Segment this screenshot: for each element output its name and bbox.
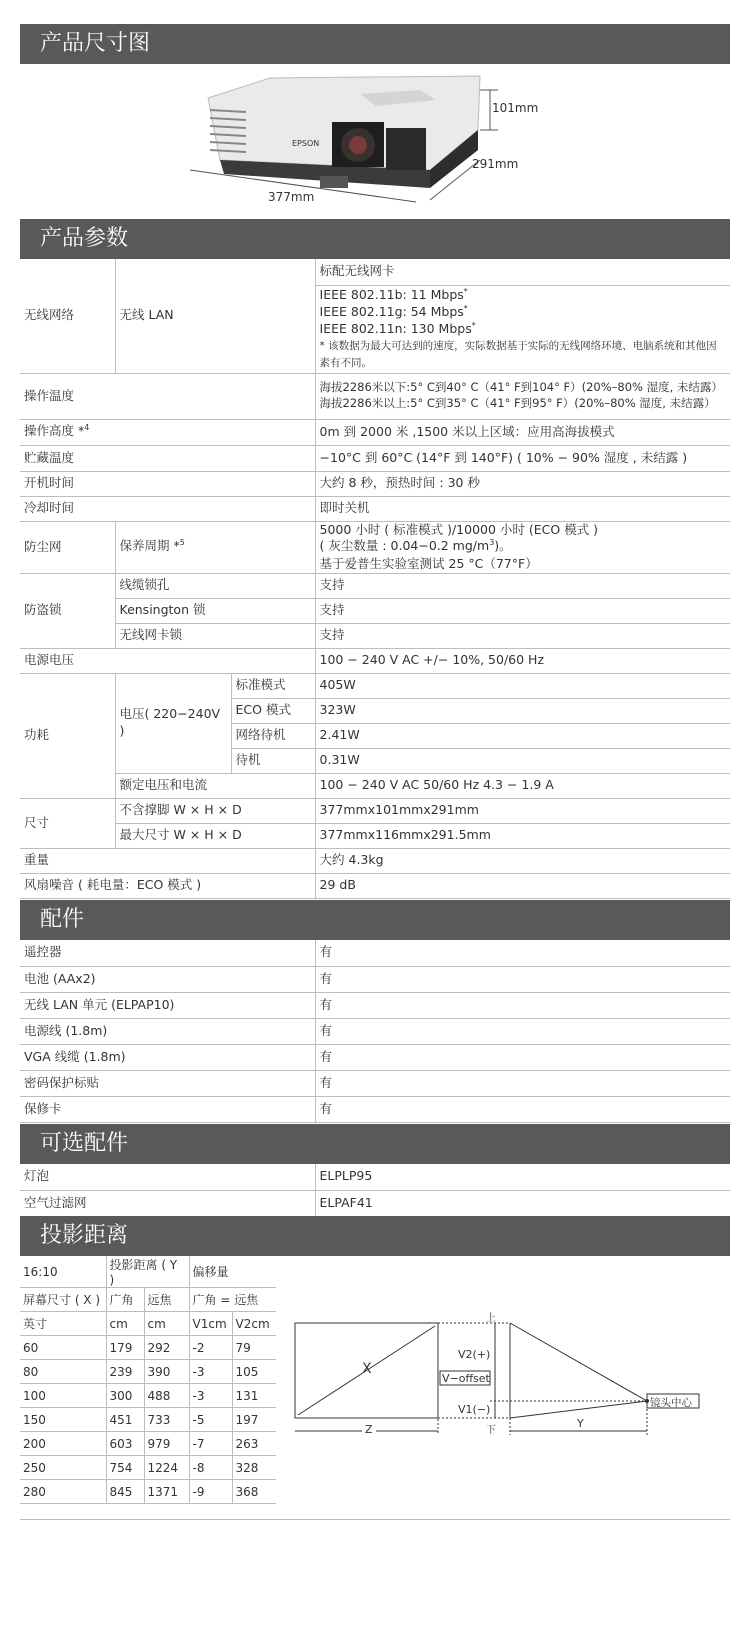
diagram-v1-label: V1(−): [458, 1403, 491, 1416]
diagram-z-label: Z: [362, 1423, 376, 1436]
spec-label-wireless: 无线网络: [20, 259, 115, 373]
mode-name: 网络待机: [231, 723, 315, 748]
optional-name: 灯泡: [20, 1164, 315, 1190]
section-params-header: 产品参数: [20, 219, 730, 259]
op-temp-line-1: 海拔2286米以下:5° C到40° C（41° F到104° F）(20%–80% 湿度, 未结露）: [319, 380, 723, 395]
width-dimension-label: 377mm: [268, 190, 315, 204]
theft-value: 支持: [315, 598, 730, 623]
spec-sub-wireless: 无线 LAN: [115, 259, 315, 373]
dist-header-wide: 广角: [106, 1288, 144, 1312]
spec-label-boot: 开机时间: [20, 471, 315, 496]
section-dimensions-header: 产品尺寸图: [20, 24, 730, 64]
dist-unit: V2cm: [232, 1312, 276, 1336]
spec-value-wireless-rates: IEEE 802.11b: 11 Mbps* IEEE 802.11g: 54 Mbps* IEEE 802.11n: 130 Mbps* * 该数据为最大可达到的速度，实际数据基于实际的无线网络环境、电脑系统和其他因素有不同。: [315, 285, 730, 373]
table-row: 250 754 1224 -8 328: [20, 1456, 276, 1480]
theft-value: 支持: [315, 573, 730, 598]
spec-sub-dust: 保养周期 *$^5$: [115, 521, 315, 573]
spec-value-power-voltage: 100 − 240 V AC +/− 10%, 50/60 Hz: [315, 648, 730, 673]
mode-value: 323W: [315, 698, 730, 723]
spec-value-op-temp: [315, 373, 730, 419]
optional-name: 空气过滤网: [20, 1190, 315, 1216]
theft-name: 线缆锁孔: [115, 573, 315, 598]
dist-unit: 英寸: [20, 1312, 106, 1336]
dist-unit: V1cm: [189, 1312, 232, 1336]
table-row: 200 603 979 -7 263: [20, 1432, 276, 1456]
divider: [20, 1519, 730, 1520]
spec-label-cool: 冷却时间: [20, 496, 315, 521]
spec-value-op-alt: 0m 到 2000 米 ,1500 米以上区域：应用高海拔模式: [315, 419, 730, 445]
size-name: 最大尺寸 W × H × D: [115, 823, 315, 848]
spec-value-wireless-std: 标配无线网卡: [315, 259, 730, 285]
spec-label-storage: 贮藏温度: [20, 445, 315, 471]
accessory-value: 有: [315, 940, 730, 966]
accessory-value: 有: [315, 966, 730, 992]
spec-sub-rated: 额定电压和电流: [115, 773, 315, 798]
accessory-name: 保修卡: [20, 1096, 315, 1122]
projection-diagram: [290, 1305, 730, 1445]
spec-label-consumption: 功耗: [20, 673, 115, 798]
table-row: 150 451 733 -5 197: [20, 1408, 276, 1432]
mode-value: 405W: [315, 673, 730, 698]
accessory-name: 无线 LAN 单元 (ELPAP10): [20, 992, 315, 1018]
spec-label-op-alt: 操作高度 *$^4$: [20, 419, 315, 445]
accessory-name: VGA 线缆 (1.8m): [20, 1044, 315, 1070]
mode-name: ECO 模式: [231, 698, 315, 723]
diagram-voffset-label: V−offset: [442, 1372, 490, 1385]
accessory-value: 有: [315, 1096, 730, 1122]
accessory-name: 密码保护标贴: [20, 1070, 315, 1096]
accessory-value: 有: [315, 992, 730, 1018]
size-value: 377mmx101mmx291mm: [315, 798, 730, 823]
spec-table: [20, 259, 730, 899]
spec-sub-voltage: 电压( 220−240V ): [115, 673, 231, 773]
spec-label-size: 尺寸: [20, 798, 115, 848]
spec-label-theft: 防盗锁: [20, 573, 115, 648]
dist-header-offset: 偏移量: [189, 1256, 276, 1288]
dist-header-tele: 远焦: [144, 1288, 189, 1312]
height-dimension-label: 101mm: [492, 101, 539, 115]
diagram-y-label: Y: [574, 1417, 587, 1430]
spec-value-noise: 29 dB: [315, 873, 730, 898]
diagram-v2-label: V2(+): [458, 1348, 491, 1361]
theft-name: Kensington 锁: [115, 598, 315, 623]
accessory-name: 遥控器: [20, 940, 315, 966]
wireless-rate-g: IEEE 802.11g: 54 Mbps: [319, 303, 464, 319]
optional-table: [20, 1164, 730, 1217]
dist-header-distance: 投影距离 ( Y ): [106, 1256, 189, 1288]
table-row: 80 239 390 -3 105: [20, 1360, 276, 1384]
dist-header-screen: 屏幕尺寸 ( X ): [20, 1288, 106, 1312]
depth-dimension-label: 291mm: [472, 157, 519, 171]
wireless-note: * 该数据为最大可达到的速度，实际数据基于实际的无线网络环境、电脑系统和其他因素有不同。: [319, 339, 717, 369]
theft-value: 支持: [315, 623, 730, 648]
brand-logo: EPSON: [292, 139, 320, 148]
mode-value: 0.31W: [315, 748, 730, 773]
section-optional-header: 可选配件: [20, 1124, 730, 1164]
section-distance-header: 投影距离: [20, 1216, 730, 1256]
spec-value-rated: 100 − 240 V AC 50/60 Hz 4.3 − 1.9 A: [315, 773, 730, 798]
spec-label-power-voltage: 电源电压: [20, 648, 315, 673]
spec-label-op-temp: 操作温度: [20, 373, 315, 419]
optional-value: ELPLP95: [315, 1164, 730, 1190]
table-row: 60 179 292 -2 79: [20, 1336, 276, 1360]
table-row: 100 300 488 -3 131: [20, 1384, 276, 1408]
diagram-bottom-label: 下: [486, 1425, 496, 1436]
accessory-value: 有: [315, 1044, 730, 1070]
spec-value-weight: 大约 4.3kg: [315, 848, 730, 873]
projector-dimension-figure: [180, 70, 550, 220]
size-name: 不含撑脚 W × H × D: [115, 798, 315, 823]
spec-value-dust: 5000 小时 ( 标准模式 )/10000 小时 (ECO 模式 ) ( 灰尘数量 : 0.04−0.2 $mg/m^3$)。 基于爱普生实验室测试 25 °C（77°F）: [315, 521, 730, 573]
wireless-rate-b: IEEE 802.11b: 11 Mbps: [319, 286, 464, 302]
size-value: 377mmx116mmx291.5mm: [315, 823, 730, 848]
spec-label-noise: 风扇噪音 ( 耗电量：ECO 模式 ): [20, 873, 315, 898]
accessory-name: 电源线 (1.8m): [20, 1018, 315, 1044]
projection-diagram-svg: [290, 1305, 730, 1445]
mode-name: 待机: [231, 748, 315, 773]
distance-table: [20, 1256, 276, 1504]
spec-value-cool: 即时关机: [315, 496, 730, 521]
theft-name: 无线网卡锁: [115, 623, 315, 648]
mode-name: 标准模式: [231, 673, 315, 698]
optional-value: ELPAF41: [315, 1190, 730, 1216]
dist-header-equal: 广角 = 远焦: [189, 1288, 276, 1312]
spec-value-boot: 大约 8 秒，预热时间 : 30 秒: [315, 471, 730, 496]
accessory-name: 电池 (AAx2): [20, 966, 315, 992]
spec-label-weight: 重量: [20, 848, 315, 873]
diagram-top-label: 上: [486, 1313, 496, 1324]
spec-value-storage: −10°C 到 60°C (14°F 到 140°F) ( 10% − 90% 湿度 , 未结露 ): [315, 445, 730, 471]
diagram-x-label: X: [362, 1361, 372, 1377]
accessories-table: [20, 940, 730, 1123]
spec-label-dust: 防尘网: [20, 521, 115, 573]
accessory-value: 有: [315, 1018, 730, 1044]
op-temp-line-2: 海拔2286米以上:5° C到35° C（41° F到95° F）(20%–80% 湿度, 未结露）: [319, 396, 716, 410]
projector-illustration: [180, 70, 550, 220]
wireless-rate-n: IEEE 802.11n: 130 Mbps: [319, 320, 472, 336]
dist-unit: cm: [144, 1312, 189, 1336]
diagram-lens-label: 镜头中心: [650, 1397, 692, 1409]
dist-header-ratio: 16:10: [20, 1256, 106, 1288]
accessory-value: 有: [315, 1070, 730, 1096]
mode-value: 2.41W: [315, 723, 730, 748]
section-accessories-header: 配件: [20, 900, 730, 940]
table-row: 280 845 1371 -9 368: [20, 1480, 276, 1504]
dist-unit: cm: [106, 1312, 144, 1336]
